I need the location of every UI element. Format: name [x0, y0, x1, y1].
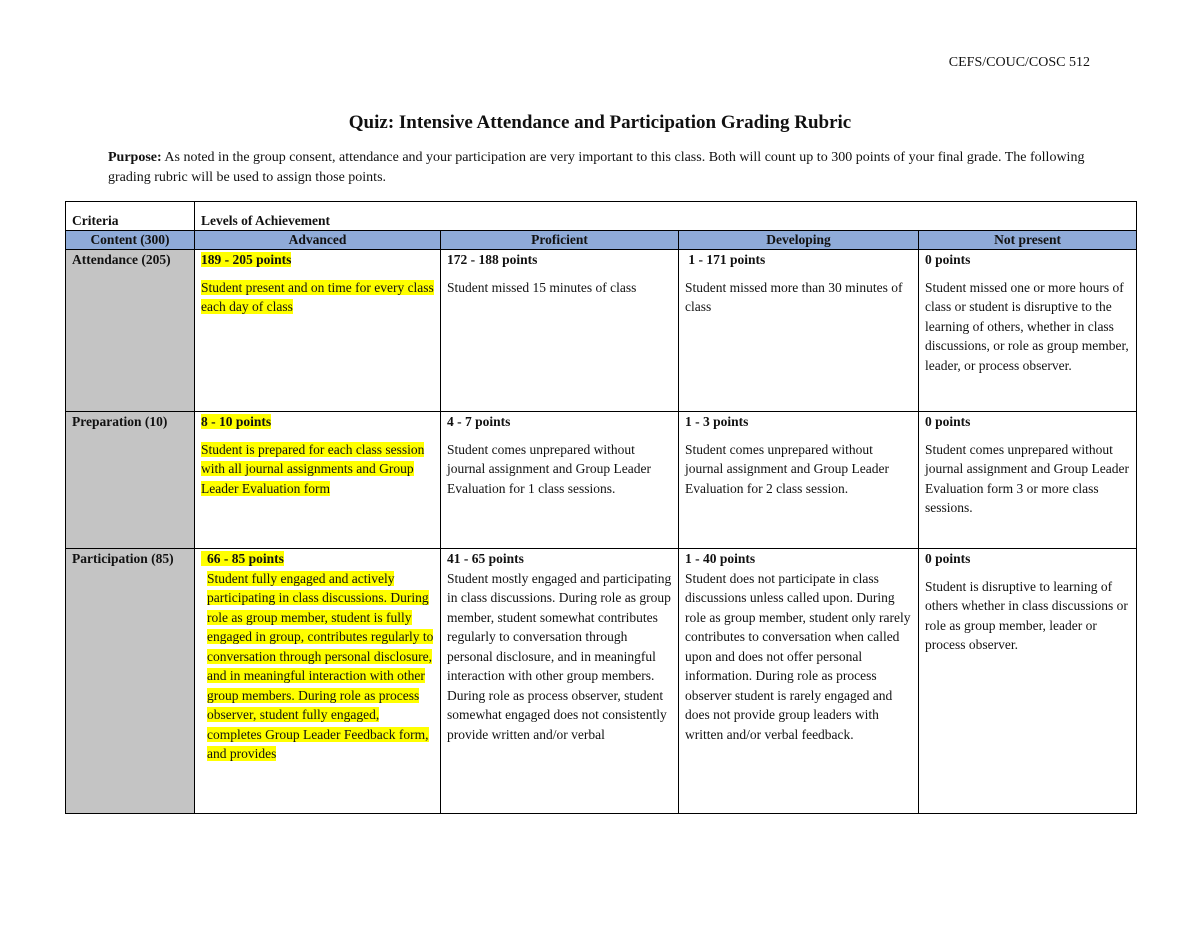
criterion-participation: Participation (85): [66, 549, 195, 814]
grading-rubric-table: [65, 201, 1137, 814]
cell-description: Student comes unprepared without journal assignment and Group Leader Evaluation form 3 or more class sessions.: [925, 441, 1129, 515]
cell-description: Student does not participate in class discussions unless called upon. During role as group member, student only rarely contributes to conversation when called upon and does not offer personal information. During role as process observer student is rarely engaged and does not provide group leaders with written and/or verbal feedback.: [685, 570, 911, 742]
cell-participation-developing: [679, 549, 919, 814]
points-label: 0 points: [925, 414, 971, 429]
points-label: 41 - 65 points: [447, 551, 524, 566]
points-label: 1 - 3 points: [685, 414, 749, 429]
purpose-text: As noted in the group consent, attendance and your participation are very important to this class. Both will count up to 300 points of your final grade. The following grading rubric will be used to assign those points.: [108, 150, 1085, 185]
cell-description: Student present and on time for every class each day of class: [201, 279, 434, 314]
cell-description: Student fully engaged and actively participating in class discussions. During role as group member, student is fully engaged in group, contributes regularly to conversation through personal disclosure, and in meaningful interaction with other group members. During role as process observer, student fully engaged, completes Group Leader Feedback form, and provides: [207, 570, 434, 761]
content-header: Content (300): [66, 231, 195, 250]
cell-attendance-proficient: [441, 250, 679, 412]
criterion-preparation: Preparation (10): [66, 412, 195, 549]
points-label: 4 - 7 points: [447, 414, 511, 429]
course-code: CEFS/COUC/COSC 512: [948, 55, 1090, 70]
cell-description: Student missed 15 minutes of class: [447, 279, 637, 295]
criteria-header: Criteria: [66, 202, 195, 231]
criterion-attendance: Attendance (205): [66, 250, 195, 412]
cell-participation-proficient: [441, 549, 679, 814]
points-label: 1 - 40 points: [685, 551, 756, 566]
cell-attendance-advanced: [195, 250, 441, 412]
cell-description: Student missed one or more hours of class or student is disruptive to the learning of others, whether in class discussions, or role as group member, leader, or process observer.: [925, 279, 1129, 373]
cell-description: Student is prepared for each class session with all journal assignments and Group Leader Evaluation form: [201, 441, 425, 496]
level-header-not-present: Not present: [919, 231, 1137, 250]
cell-description: Student missed more than 30 minutes of class: [685, 279, 903, 314]
table-row-preparation: [66, 412, 1137, 549]
cell-description: Student mostly engaged and participating in class discussions. During role as group member, student somewhat contributes regularly to conversation through personal disclosure, and in meaningful interaction with other group members. During role as process observer, student somewhat engaged does not consistently provide written and/or verbal: [447, 570, 672, 742]
cell-preparation-proficient: [441, 412, 679, 549]
points-label: 1 - 171 points: [685, 252, 766, 267]
points-label: 189 - 205 points: [201, 252, 292, 267]
cell-attendance-developing: [679, 250, 919, 412]
level-header-advanced: Advanced: [195, 231, 441, 250]
level-header-proficient: Proficient: [441, 231, 679, 250]
level-header-developing: Developing: [679, 231, 919, 250]
points-label: 66 - 85 points: [201, 551, 284, 566]
purpose-label: Purpose:: [108, 150, 162, 165]
cell-preparation-not-present: [919, 412, 1137, 549]
page-title: Quiz: Intensive Attendance and Participation Grading Rubric: [348, 112, 852, 133]
points-label: 172 - 188 points: [447, 252, 538, 267]
points-label: 0 points: [925, 252, 971, 267]
table-row-participation: [66, 549, 1137, 814]
cell-participation-not-present: [919, 549, 1137, 814]
cell-attendance-not-present: [919, 250, 1137, 412]
points-label: 8 - 10 points: [201, 414, 272, 429]
cell-description: Student comes unprepared without journal assignment and Group Leader Evaluation for 1 class sessions.: [447, 441, 651, 496]
cell-description: Student is disruptive to learning of others whether in class discussions or role as group member, leader or process observer.: [925, 578, 1128, 652]
cell-description: Student comes unprepared without journal assignment and Group Leader Evaluation for 2 class session.: [685, 441, 889, 496]
cell-preparation-advanced: [195, 412, 441, 549]
purpose-paragraph: [108, 148, 1088, 188]
levels-header: Levels of Achievement: [195, 202, 1137, 231]
cell-preparation-developing: [679, 412, 919, 549]
points-label: 0 points: [925, 551, 971, 566]
table-row-attendance: [66, 250, 1137, 412]
cell-participation-advanced: [195, 549, 441, 814]
